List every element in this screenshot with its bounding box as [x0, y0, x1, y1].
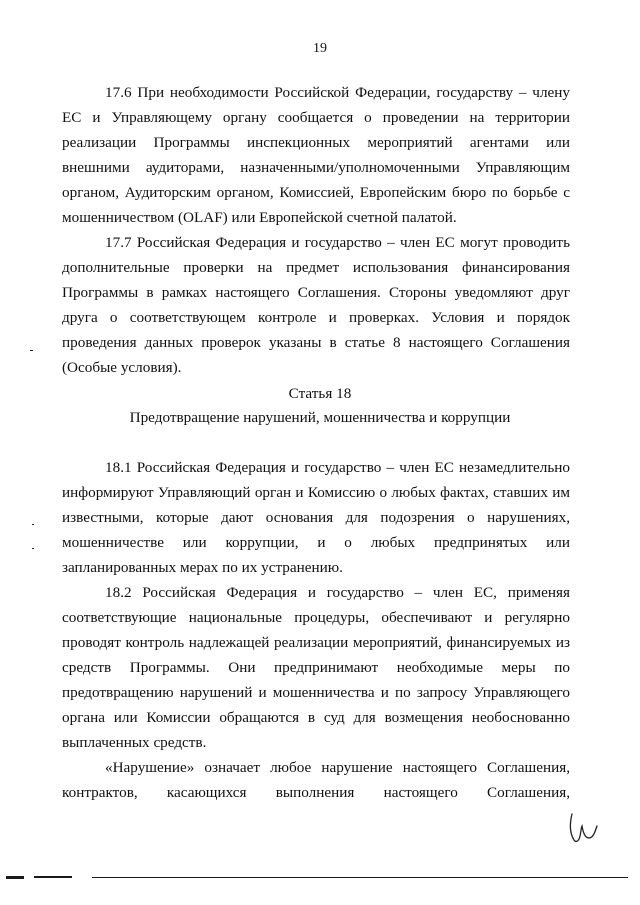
paragraph-18-2: 18.2 Российская Федерация и государство – член ЕС, применяя соответствующие национальные процедуры, обеспечивают и регулярно проводят контроль надлежащей реализации мероприятий, финансируемых из средств Программы. Они предпринимают необходимые меры по предотвращению нарушений и мошенничества и по запросу Управляющего органа или Комиссии обращаются в суд для возмещения необоснованно выплаченных средств. — [62, 584, 570, 751]
section-18-text — [62, 455, 570, 805]
footer-rule — [92, 877, 628, 878]
section-17-text — [62, 80, 570, 380]
margin-mark — [32, 548, 34, 549]
paragraph-18-1: 18.1 Российская Федерация и государство – член ЕС незамедлительно информируют Управляющий орган и Комиссию о любых фактах, ставших им известными, которые дают основания для подозрения о нарушениях, мошенничестве или коррупции, и о любых предпринятых или запланированных мерах по их устранению. — [62, 459, 570, 576]
page-number: 19 — [313, 41, 327, 56]
paragraph-17-6: 17.6 При необходимости Российской Федерации, государству – члену ЕС и Управляющему органу сообщается о проведении на территории реализации Программы инспекционных мероприятий агентами или внешними аудиторами, назначенными/уполномоченными Управляющим органом, Аудиторским органом, Комиссией, Европейским бюро по борьбе с мошенничеством (OLAF) или Европейской счетной палатой. — [62, 84, 570, 226]
handwritten-initials — [566, 808, 604, 850]
paragraph-17-7: 17.7 Российская Федерация и государство – член ЕС могут проводить дополнительные проверки на предмет использования финансирования Программы в рамках настоящего Соглашения. Стороны уведомляют друг друга о соответствующем контроле и проверках. Условия и порядок проведения данных проверок указаны в статье 8 настоящего Соглашения (Особые условия). — [62, 234, 570, 376]
article-subtitle: Предотвращение нарушений, мошенничества и коррупции — [129, 409, 511, 426]
scan-edge-mark — [6, 876, 24, 879]
footer-rule-left — [34, 876, 72, 878]
paragraph-violation-definition: «Нарушение» означает любое нарушение настоящего Соглашения, контрактов, касающихся выполнения настоящего Соглашения, — [62, 759, 570, 801]
margin-mark — [32, 524, 34, 525]
margin-mark — [30, 350, 33, 351]
article-title: Статья 18 — [288, 385, 352, 402]
